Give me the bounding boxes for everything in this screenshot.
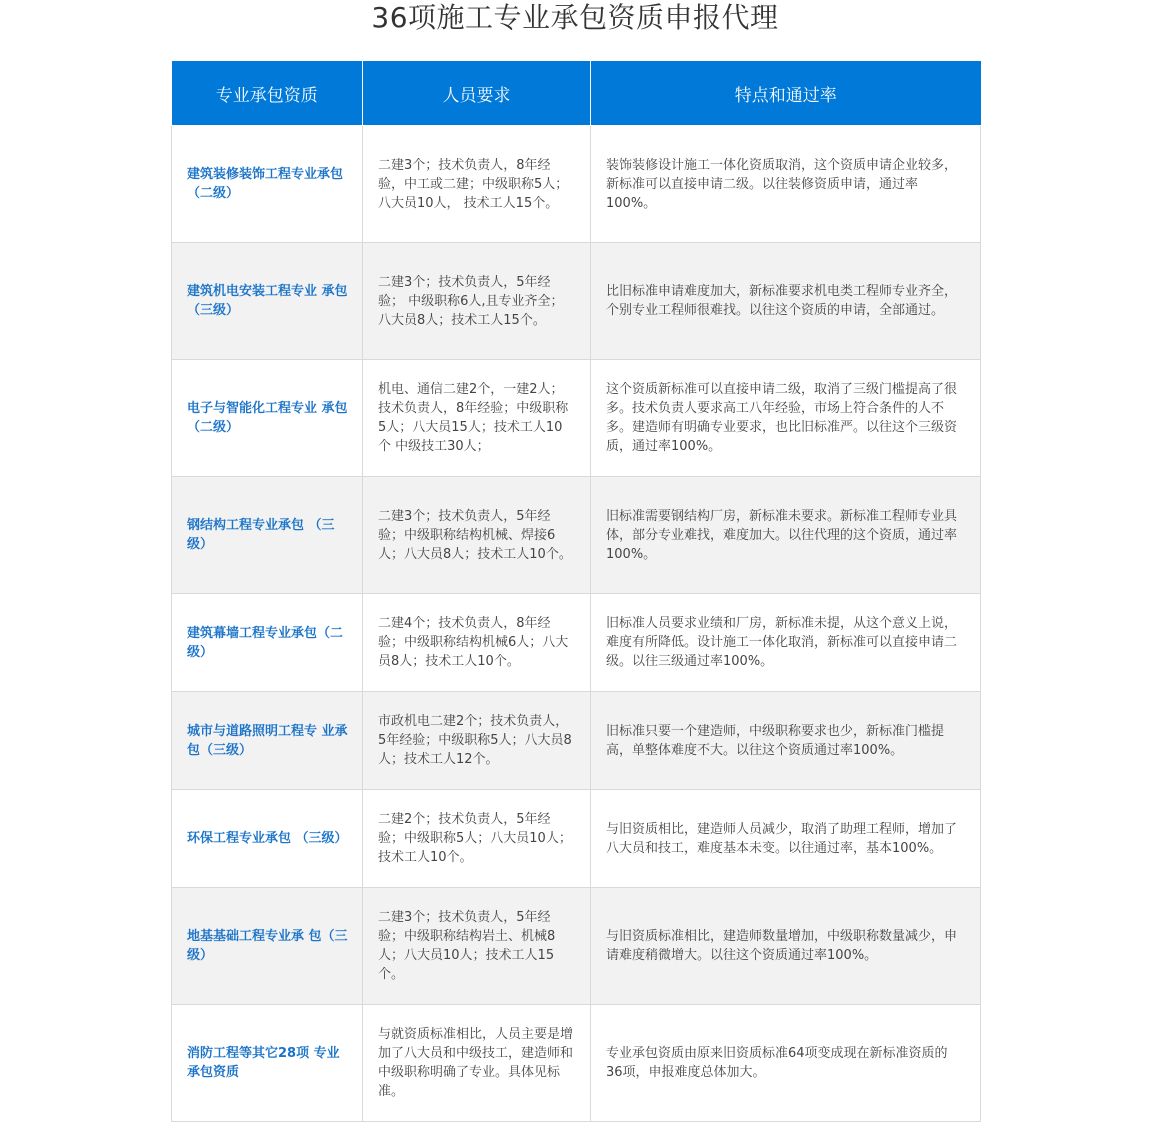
qualification-name: 钢结构工程专业承包 （三级） <box>172 477 363 594</box>
table-row <box>172 888 981 1005</box>
features-pass-rate: 比旧标准申请难度加大，新标准要求机电类工程师专业齐全，个别专业工程师很难找。以往这个资质的申请，全部通过。 <box>591 243 981 360</box>
qualification-name: 地基基础工程专业承 包（三级） <box>172 888 363 1005</box>
table-row <box>172 692 981 790</box>
features-pass-rate: 装饰装修设计施工一体化资质取消，这个资质申请企业较多，新标准可以直接申请二级。以往装修资质申请，通过率100%。 <box>591 126 981 243</box>
staff-requirements: 与就资质标准相比，人员主要是增加了八大员和中级技工，建造师和中级职称明确了专业。具体见标准。 <box>363 1005 591 1122</box>
table-header-row <box>172 61 981 126</box>
qualification-name: 建筑装修装饰工程专业承包（二级） <box>172 126 363 243</box>
qualification-name: 建筑幕墙工程专业承包（二级） <box>172 594 363 692</box>
features-pass-rate: 专业承包资质由原来旧资质标准64项变成现在新标准资质的36项，申报难度总体加大。 <box>591 1005 981 1122</box>
table-row <box>172 360 981 477</box>
table-row <box>172 594 981 692</box>
staff-requirements: 二建3个；技术负责人，8年经验，中工或二建；中级职称5人；八大员10人， 技术工人15个。 <box>363 126 591 243</box>
qualification-name: 建筑机电安装工程专业 承包（三级） <box>172 243 363 360</box>
header-staff-requirements: 人员要求 <box>363 61 591 126</box>
qualification-name: 城市与道路照明工程专 业承包（三级） <box>172 692 363 790</box>
staff-requirements: 二建4个；技术负责人，8年经验；中级职称结构机械6人；八大员8人；技术工人10个。 <box>363 594 591 692</box>
features-pass-rate: 与旧资质标准相比，建造师数量增加，中级职称数量减少，申请难度稍微增大。以往这个资质通过率100%。 <box>591 888 981 1005</box>
staff-requirements: 机电、通信二建2个，一建2人；技术负责人，8年经验；中级职称5人；八大员15人；技术工人10个 中级技工30人； <box>363 360 591 477</box>
features-pass-rate: 旧标准人员要求业绩和厂房，新标准未提，从这个意义上说，难度有所降低。设计施工一体化取消，新标准可以直接申请二级。以往三级通过率100%。 <box>591 594 981 692</box>
table-row <box>172 1005 981 1122</box>
features-pass-rate: 这个资质新标准可以直接申请二级，取消了三级门槛提高了很多。技术负责人要求高工八年经验，市场上符合条件的人不多。建造师有明确专业要求，也比旧标准严。以往这个三级资质，通过率100%。 <box>591 360 981 477</box>
qualification-table <box>171 61 981 1122</box>
header-qualification: 专业承包资质 <box>172 61 363 126</box>
table-row <box>172 477 981 594</box>
staff-requirements: 二建3个；技术负责人，5年经验； 中级职称6人,且专业齐全；八大员8人；技术工人15个。 <box>363 243 591 360</box>
qualification-name: 消防工程等其它28项 专业承包资质 <box>172 1005 363 1122</box>
features-pass-rate: 旧标准只要一个建造师，中级职称要求也少，新标准门槛提高，单整体难度不大。以往这个资质通过率100%。 <box>591 692 981 790</box>
qualification-name: 电子与智能化工程专业 承包（二级） <box>172 360 363 477</box>
staff-requirements: 二建3个；技术负责人，5年经验；中级职称结构机械、焊接6人；八大员8人；技术工人10个。 <box>363 477 591 594</box>
staff-requirements: 二建3个；技术负责人，5年经验；中级职称结构岩土、机械8人；八大员10人；技术工人15个。 <box>363 888 591 1005</box>
staff-requirements: 二建2个；技术负责人，5年经验；中级职称5人；八大员10人；技术工人10个。 <box>363 790 591 888</box>
header-features-pass-rate: 特点和通过率 <box>591 61 981 126</box>
staff-requirements: 市政机电二建2个；技术负责人，5年经验；中级职称5人；八大员8人；技术工人12个。 <box>363 692 591 790</box>
page-title: 36项施工专业承包资质申报代理 <box>371 1 779 34</box>
qualification-name: 环保工程专业承包 （三级） <box>172 790 363 888</box>
table-row <box>172 243 981 360</box>
table-row <box>172 790 981 888</box>
table-row <box>172 126 981 243</box>
features-pass-rate: 与旧资质相比，建造师人员减少，取消了助理工程师，增加了八大员和技工，难度基本未变。以往通过率，基本100%。 <box>591 790 981 888</box>
features-pass-rate: 旧标准需要钢结构厂房，新标准未要求。新标准工程师专业具体，部分专业难找，难度加大。以往代理的这个资质，通过率100%。 <box>591 477 981 594</box>
